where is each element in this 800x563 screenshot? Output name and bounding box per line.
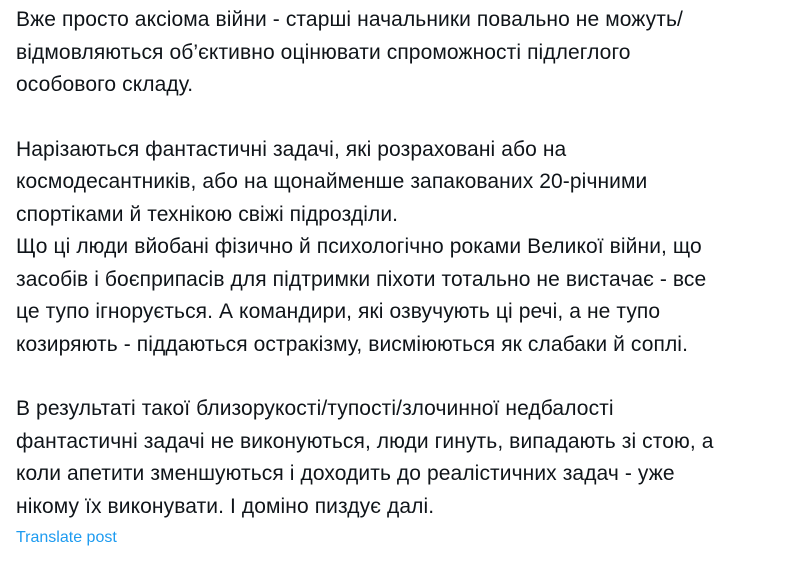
post-text-line: Вже просто аксіома війни - старші начальники повально не можуть/ <box>16 8 683 31</box>
post-body <box>16 4 792 549</box>
post-text-line: козиряють - піддаються остракізму, висміюються як слабаки й соплі. <box>16 332 689 356</box>
post-paragraph-1 <box>16 4 792 102</box>
translate-post-link[interactable]: Translate post <box>16 529 117 546</box>
post-text-line: Нарізаються фантастичні задачі, які розраховані або на <box>16 137 567 161</box>
post-text-line: коли апетити зменшуються і доходить до реалістичних задач - уже <box>16 462 675 485</box>
post-text-line: це тупо ігнорується. А командири, які озвучують ці речі, а не тупо <box>16 300 661 323</box>
post-text-line: нікому їх виконувати. І доміно пиздує далі. <box>16 494 435 518</box>
post-text-line: відмовляються об’єктивно оцінювати спроможності підлеглого <box>16 40 631 64</box>
post-paragraph-2 <box>16 134 792 362</box>
post-text-line: В результаті такої близорукості/тупості/злочинної недбалості <box>16 397 614 420</box>
post-text-line: особового складу. <box>16 73 194 96</box>
post-text-line: спортіками й технікою свіжі підрозділи. <box>16 202 399 226</box>
post-text-line: Що ці люди вйобані фізично й психологічно роками Великої війни, що <box>16 235 702 258</box>
post-text-line: космодесантників, або на щонайменше запакованих 20-річними <box>16 170 648 193</box>
post-text-line: засобів і боєприпасів для підтримки піхоти тотально не вистачає - все <box>16 267 707 291</box>
post-paragraph-3 <box>16 393 792 523</box>
post-text-line: фантастичні задачі не виконуються, люди гинуть, випадають зі стою, а <box>16 429 714 453</box>
